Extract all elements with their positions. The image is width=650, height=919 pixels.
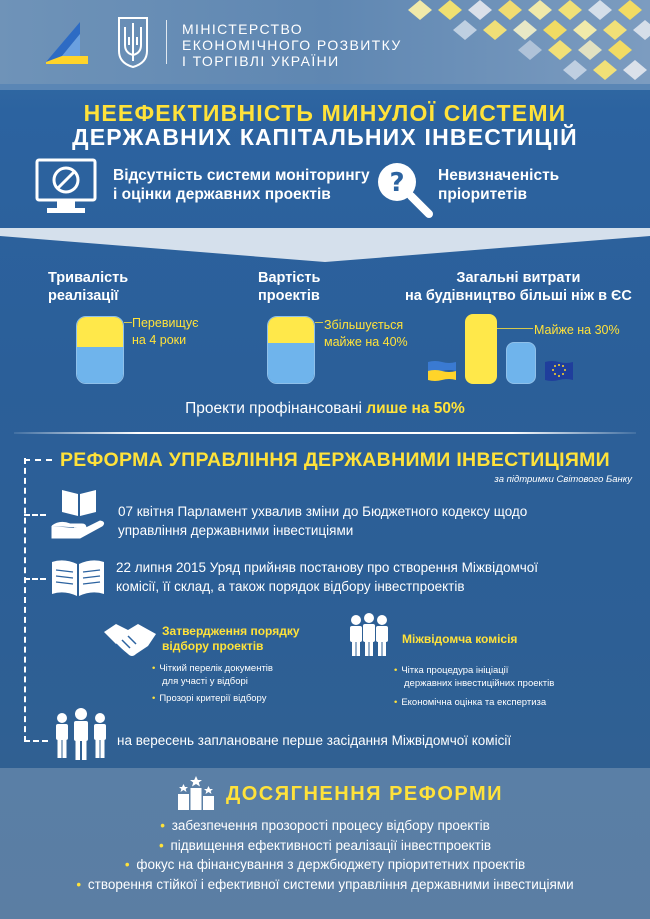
ministry-name [182,21,402,69]
stat-duration-note [132,315,199,349]
achievement-item-text: фокус на фінансування з держбюджету пріоритетних проектів [136,857,526,873]
stat-duration-label [48,269,128,305]
ukraine-cost-bar [465,314,497,384]
issue-monitoring-line2: і оцінки державних проектів [113,186,331,203]
commission-bullet-1-line2: державних інвестиційних проектів [404,678,555,689]
bullet-dot: • [160,818,165,833]
timeline-tick-event3 [24,740,48,742]
ministry-line-2: ЕКОНОМІЧНОГО РОЗВИТКУ [182,37,402,53]
open-book-icon [50,556,106,600]
approval-bullet-1-line2: для участі у відборі [162,676,248,687]
chevron-divider [0,228,650,264]
stat-duration-label1: Тривалість [48,270,129,286]
timeline-line [24,458,26,742]
meeting-group-icon [52,706,110,762]
commission-bullet-1-line1: Чітка процедура ініціації [401,665,509,676]
event-first-meeting: на вересень заплановане перше засідання Міжвідомчої комісії [117,733,512,748]
question-magnifier-icon [375,160,433,218]
commission-heading: Міжвідомча комісія [402,632,518,646]
achievement-item [0,855,650,875]
bullet-dot: • [394,665,398,676]
event-government-line2: комісії, її склад, а також порядок відбору інвестпроектів [116,579,465,594]
hands-book-icon [50,486,108,542]
approval-bullet-1 [152,662,273,688]
stat-cost-note2: майже на 40% [324,335,408,349]
stat-cost-label [258,269,320,305]
event-parliament-line2: управління державними інвестиціями [118,523,354,538]
achievement-item [0,816,650,836]
ministry-line-3: І ТОРГІВЛІ УКРАЇНИ [182,53,340,69]
achievement-item-text: підвищення ефективності реалізації інвестпроектів [170,837,492,853]
funded-highlight: лише на 50% [366,400,465,417]
funded-prefix: Проекти профінансовані [185,400,367,417]
stat-duration-pill-top [77,317,123,347]
funded-statement [0,400,650,418]
event-parliament-line1: 07 квітня Парламент ухвалив зміни до Бюджетного кодексу щодо [118,504,528,519]
stat-construction-label2: на будівництво більші ніж в ЄС [405,288,632,304]
stat-duration-pill-bottom [77,347,123,383]
approval-bullet-2-text: Прозорі критерії відбору [159,693,267,704]
issue-priorities-line1: Невизначеність [438,167,560,184]
event-government-line1: 22 липня 2015 Уряд прийняв постанову про створення Міжвідомчої [116,560,539,575]
section-divider [14,432,636,434]
approval-heading-line1: Затвердження порядку [162,624,300,638]
eu-flag-icon [545,360,573,382]
bullet-dot: • [158,837,164,853]
approval-bullet-1-line1: Чіткий перелік документів [159,663,273,674]
stat-construction-label1: Загальні витрати [456,270,581,286]
achievements-title: ДОСЯГНЕННЯ РЕФОРМИ [226,783,503,805]
section1-title-line1: НЕЕФЕКТИВНІСТЬ МИНУЛОЇ СИСТЕМИ [83,100,567,126]
stat-cost-line [315,322,323,323]
timeline-tick-event2 [24,578,46,580]
bullet-dot: • [394,697,398,708]
bullet-dot: • [152,663,156,674]
ukraine-flag-icon [428,360,456,382]
stat-duration-label2: реалізації [48,288,119,304]
svg-text:?: ? [389,168,405,198]
event-government [116,558,538,596]
commission-bullet-2-text: Економічна оцінка та експертиза [401,697,547,708]
section1-title-line2: ДЕРЖАВНИХ КАПІТАЛЬНИХ ІНВЕСТИЦІЙ [72,124,578,150]
stat-cost-pill-bottom [268,343,314,383]
issue-monitoring-line1: Відсутність системи моніторингу [113,167,370,184]
stat-cost-note1: Збільшується [324,318,404,332]
stat-cost-label1: Вартість [258,270,321,286]
handshake-icon [102,612,158,662]
achievements-list [0,816,650,894]
bullet-dot: • [124,857,130,873]
approval-heading [162,624,300,654]
issue-priorities [438,166,559,204]
header [0,0,650,84]
bullet-dot: • [76,876,82,892]
ministry-logo-icon [40,20,92,66]
monitor-blocked-icon [35,158,97,218]
stat-cost-label2: проектів [258,288,320,304]
achievement-item [0,836,650,856]
achievement-item-text: забезпечення прозорості процесу відбору проектів [171,818,490,833]
achievement-item-text: створення стійкої і ефективної системи управління державними інвестиціями [87,876,574,892]
stat-construction-line [497,328,533,329]
decorative-diamond-pattern [380,0,650,84]
bullet-dot: • [152,693,156,704]
commission-people-icon [346,612,392,658]
issue-monitoring [113,166,370,204]
header-band [0,84,650,90]
approval-heading-line2: відбору проектів [162,639,264,653]
eu-cost-bar [506,342,536,384]
timeline-tick-event1 [24,514,46,516]
stat-construction-note: Майже на 30% [534,323,620,337]
event-parliament [118,502,527,540]
stat-duration-line [124,322,132,323]
ministry-line-1: МІНІСТЕРСТВО [182,21,304,37]
stat-construction-label [405,269,632,305]
header-divider [166,20,167,64]
podium-stars-icon [176,776,216,810]
stat-cost-note [324,317,408,351]
commission-bullet-2 [394,696,546,709]
stat-duration-note2: на 4 роки [132,333,187,347]
stat-cost-pill-top [268,317,314,343]
approval-bullet-2 [152,692,266,705]
world-bank-note: за підтримки Світового Банку [494,474,632,485]
stat-duration-pill [76,316,124,384]
achievement-item [0,875,650,895]
stat-duration-note1: Перевищує [132,316,199,330]
stat-cost-pill [267,316,315,384]
commission-bullet-1 [394,664,554,690]
timeline-tick-title [24,459,52,461]
reform-title: РЕФОРМА УПРАВЛІННЯ ДЕРЖАВНИМИ ІНВЕСТИЦІЯМИ [60,449,610,471]
issue-priorities-line2: пріоритетів [438,186,528,203]
coat-of-arms-icon [116,15,150,69]
